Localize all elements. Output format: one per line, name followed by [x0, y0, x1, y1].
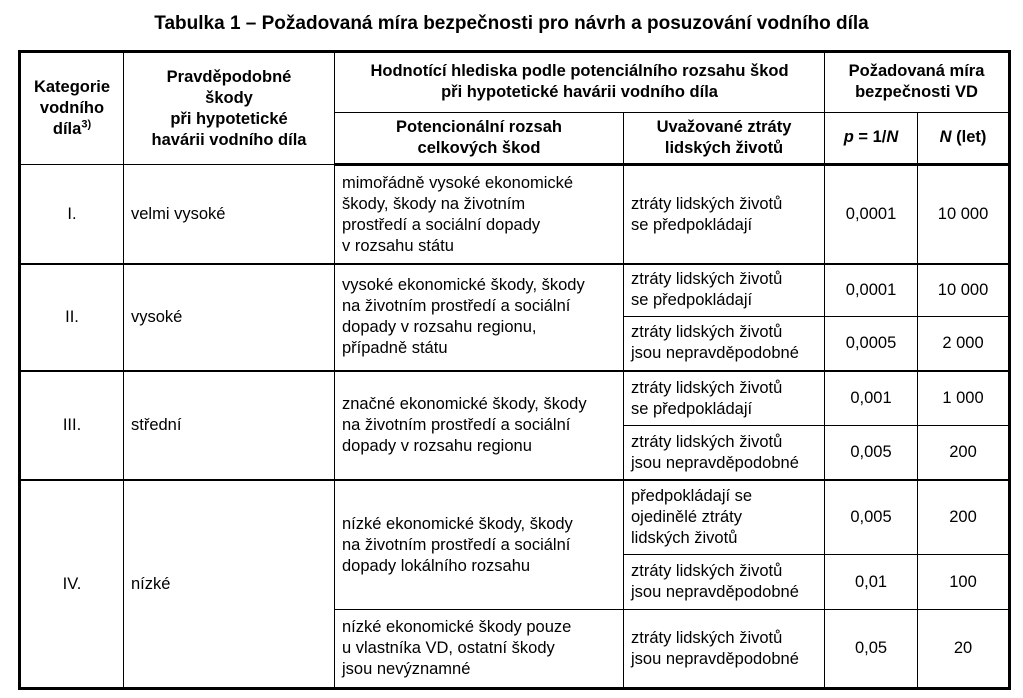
table-row	[20, 371, 1010, 426]
damage-cell: nízké ekonomické škody pouze u vlastníka VD, ostatní škody jsou nevýznamné	[335, 610, 624, 689]
n-cell: 1 000	[918, 371, 1010, 426]
p-cell: 0,005	[825, 426, 918, 481]
header-p: p = 1/N	[825, 112, 918, 165]
damage-cell: nízké ekonomické škody, škody na životním prostředí a sociální dopady lokálního rozsahu	[335, 480, 624, 609]
probability-cell: nízké	[124, 480, 335, 688]
category-cell: I.	[20, 165, 124, 264]
category-cell: II.	[20, 264, 124, 371]
n-cell: 100	[918, 555, 1010, 610]
p-cell: 0,05	[825, 610, 918, 689]
losses-cell: předpokládají se ojedinělé ztráty lidských životů	[624, 480, 825, 555]
n-cell: 200	[918, 480, 1010, 555]
table-row	[20, 264, 1010, 317]
n-cell: 10 000	[918, 165, 1010, 264]
p-cell: 0,0005	[825, 316, 918, 371]
losses-cell: ztráty lidských životů se předpokládají	[624, 165, 825, 264]
header-life-losses: Uvažované ztráty lidských životů	[624, 112, 825, 165]
probability-cell: střední	[124, 371, 335, 480]
table-row	[20, 480, 1010, 555]
category-cell: III.	[20, 371, 124, 480]
damage-cell: mimořádně vysoké ekonomické škody, škody na životním prostředí a sociální dopady v rozsahu státu	[335, 165, 624, 264]
damage-cell: značné ekonomické škody, škody na životním prostředí a sociální dopady v rozsahu regionu	[335, 371, 624, 480]
header-probability: Pravděpodobné škody při hypotetické havárii vodního díla	[124, 52, 335, 165]
n-cell: 2 000	[918, 316, 1010, 371]
header-category: Kategorie vodního díla$^{3)}$	[20, 52, 124, 165]
table-title: Tabulka 1 – Požadovaná míra bezpečnosti pro návrh a posuzování vodního díla	[154, 13, 869, 34]
losses-cell: ztráty lidských životů se předpokládají	[624, 264, 825, 317]
header-criteria: Hodnotící hlediska podle potenciálního rozsahu škod při hypotetické havárii vodního díla	[335, 52, 825, 113]
p-cell: 0,001	[825, 371, 918, 426]
header-required-safety: Požadovaná míra bezpečnosti VD	[825, 52, 1010, 113]
header-potential-damage: Potencionální rozsah celkových škod	[335, 112, 624, 165]
header-n: N (let)	[918, 112, 1010, 165]
n-cell: 200	[918, 426, 1010, 481]
p-cell: 0,0001	[825, 264, 918, 317]
category-cell: IV.	[20, 480, 124, 688]
table-row	[20, 165, 1010, 264]
losses-cell: ztráty lidských životů jsou nepravděpodobné	[624, 316, 825, 371]
probability-cell: vysoké	[124, 264, 335, 371]
probability-cell: velmi vysoké	[124, 165, 335, 264]
losses-cell: ztráty lidských životů jsou nepravděpodobné	[624, 610, 825, 689]
losses-cell: ztráty lidských životů se předpokládají	[624, 371, 825, 426]
damage-cell: vysoké ekonomické škody, škody na životním prostředí a sociální dopady v rozsahu regionu, případně státu	[335, 264, 624, 371]
losses-cell: ztráty lidských životů jsou nepravděpodobné	[624, 555, 825, 610]
p-cell: 0,005	[825, 480, 918, 555]
n-cell: 20	[918, 610, 1010, 689]
n-cell: 10 000	[918, 264, 1010, 317]
p-cell: 0,01	[825, 555, 918, 610]
losses-cell: ztráty lidských životů jsou nepravděpodobné	[624, 426, 825, 481]
safety-table	[18, 50, 1011, 690]
p-cell: 0,0001	[825, 165, 918, 264]
